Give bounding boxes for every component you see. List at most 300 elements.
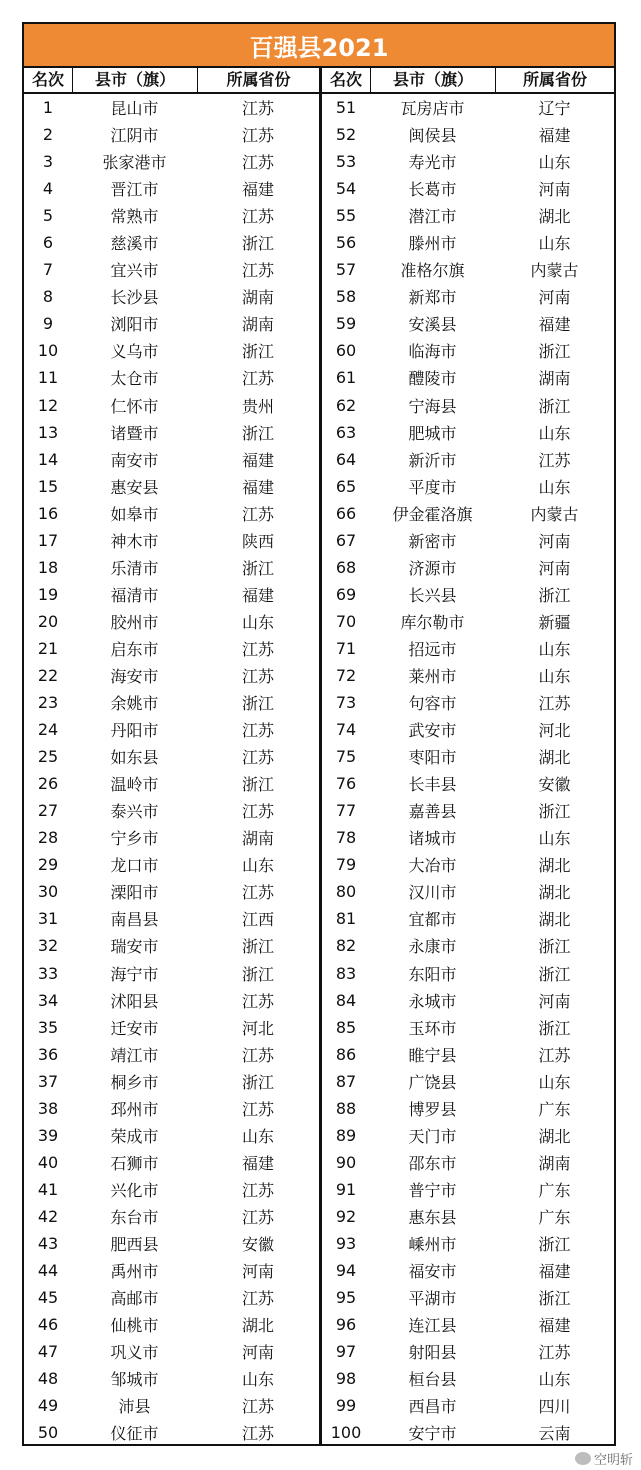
rank-cell: 96 xyxy=(335,1315,357,1335)
wechat-icon xyxy=(575,1452,591,1465)
table-row xyxy=(24,932,319,959)
province-cell: 陕西 xyxy=(241,531,274,551)
rank-cell: 73 xyxy=(335,693,357,713)
table-row xyxy=(322,121,614,148)
table-row xyxy=(24,500,319,527)
rank-cell: 30 xyxy=(37,882,59,902)
table-row xyxy=(322,716,614,743)
province-cell: 湖北 xyxy=(241,1316,274,1336)
table-row xyxy=(322,419,614,446)
rank-cell: 15 xyxy=(37,476,59,496)
county-cell: 启东市 xyxy=(110,639,159,659)
table-row xyxy=(24,770,319,797)
county-cell: 天门市 xyxy=(408,1126,457,1146)
rank-cell: 2 xyxy=(42,125,54,145)
table-row xyxy=(24,1149,319,1176)
province-cell: 江苏 xyxy=(241,1099,274,1119)
county-cell: 西昌市 xyxy=(408,1397,457,1417)
province-cell: 江苏 xyxy=(241,802,274,822)
province-cell: 河南 xyxy=(538,180,571,200)
county-cell: 福清市 xyxy=(110,585,159,605)
rank-cell: 74 xyxy=(335,720,357,740)
rank-cell: 31 xyxy=(37,909,59,929)
table-row xyxy=(322,175,614,202)
province-cell: 浙江 xyxy=(241,423,274,443)
county-cell: 兴化市 xyxy=(110,1180,159,1200)
table-row xyxy=(24,1095,319,1122)
county-cell: 准格尔旗 xyxy=(400,261,465,281)
county-cell: 南安市 xyxy=(110,450,159,470)
province-cell: 山东 xyxy=(538,423,571,443)
province-cell: 江苏 xyxy=(241,504,274,524)
province-cell: 浙江 xyxy=(241,775,274,795)
county-cell: 枣阳市 xyxy=(408,748,457,768)
county-cell: 如皋市 xyxy=(110,504,159,524)
province-cell: 江苏 xyxy=(241,369,274,389)
province-cell: 浙江 xyxy=(538,802,571,822)
table-row xyxy=(24,743,319,770)
rank-cell: 4 xyxy=(42,179,54,199)
header-province: 所属省份 xyxy=(495,68,614,92)
county-cell: 嵊州市 xyxy=(408,1234,457,1254)
county-cell: 平度市 xyxy=(408,477,457,497)
province-cell: 山东 xyxy=(538,1072,571,1092)
table-row xyxy=(24,581,319,608)
province-cell: 福建 xyxy=(538,1316,571,1336)
province-cell: 云南 xyxy=(538,1424,571,1444)
rank-cell: 63 xyxy=(335,422,357,442)
table-columns xyxy=(24,68,614,1444)
province-cell: 福建 xyxy=(241,180,274,200)
county-cell: 海安市 xyxy=(110,667,159,686)
province-cell: 福建 xyxy=(538,1262,571,1282)
county-cell: 龙口市 xyxy=(110,856,159,876)
province-cell: 河南 xyxy=(241,1262,274,1282)
table-row xyxy=(322,1068,614,1095)
table-row xyxy=(322,1014,614,1041)
county-cell: 宜都市 xyxy=(408,910,457,930)
rank-cell: 49 xyxy=(37,1396,59,1416)
province-cell: 湖南 xyxy=(538,1153,571,1173)
table-row xyxy=(322,662,614,689)
county-cell: 安宁市 xyxy=(408,1424,457,1444)
rank-cell: 7 xyxy=(42,260,54,280)
province-cell: 浙江 xyxy=(538,342,571,362)
rank-cell: 84 xyxy=(335,990,357,1010)
table-row xyxy=(322,987,614,1014)
county-cell: 浏阳市 xyxy=(110,315,159,335)
table-row xyxy=(24,1014,319,1041)
rank-cell: 59 xyxy=(335,314,357,334)
county-cell: 招远市 xyxy=(408,639,457,659)
county-cell: 连江县 xyxy=(408,1316,457,1336)
province-cell: 江苏 xyxy=(241,991,274,1011)
rank-cell: 38 xyxy=(37,1098,59,1118)
county-cell: 伊金霍洛旗 xyxy=(392,504,473,524)
county-cell: 广饶县 xyxy=(408,1072,457,1092)
table-row xyxy=(24,446,319,473)
province-cell: 广东 xyxy=(538,1207,571,1227)
rank-cell: 47 xyxy=(37,1342,59,1362)
table-row xyxy=(24,554,319,581)
county-cell: 嘉善县 xyxy=(408,802,457,822)
rank-cell: 72 xyxy=(335,666,357,685)
province-cell: 湖北 xyxy=(538,883,571,903)
table-row xyxy=(24,960,319,987)
rank-cell: 61 xyxy=(335,368,357,388)
table-row xyxy=(24,1176,319,1203)
county-cell: 张家港市 xyxy=(102,153,167,173)
county-cell: 平湖市 xyxy=(408,1289,457,1309)
province-cell: 江苏 xyxy=(241,883,274,903)
province-cell: 浙江 xyxy=(241,964,274,984)
table-row xyxy=(24,1311,319,1338)
table-row xyxy=(322,824,614,851)
province-cell: 江苏 xyxy=(241,1045,274,1065)
county-cell: 玉环市 xyxy=(408,1018,457,1038)
province-cell: 河北 xyxy=(241,1018,274,1038)
county-cell: 库尔勒市 xyxy=(400,612,465,632)
province-cell: 广东 xyxy=(538,1180,571,1200)
table-row xyxy=(322,446,614,473)
rank-cell: 70 xyxy=(335,611,357,631)
county-cell: 乐清市 xyxy=(110,558,159,578)
province-cell: 福建 xyxy=(538,315,571,335)
rank-cell: 80 xyxy=(335,882,357,902)
table-row xyxy=(322,392,614,419)
county-cell: 肥西县 xyxy=(110,1234,159,1254)
rank-cell: 55 xyxy=(335,206,357,226)
rank-cell: 76 xyxy=(335,774,357,794)
table-row xyxy=(24,905,319,932)
rank-cell: 5 xyxy=(42,206,54,226)
county-cell: 常熟市 xyxy=(110,207,159,227)
rank-cell: 39 xyxy=(37,1125,59,1145)
province-cell: 山东 xyxy=(241,612,274,632)
rank-cell: 6 xyxy=(42,233,54,253)
rank-cell: 22 xyxy=(37,666,59,685)
province-cell: 江苏 xyxy=(241,748,274,768)
county-cell: 东阳市 xyxy=(408,964,457,984)
rank-cell: 16 xyxy=(37,503,59,523)
rank-cell: 94 xyxy=(335,1261,357,1281)
rank-cell: 26 xyxy=(37,774,59,794)
table-row xyxy=(322,256,614,283)
province-cell: 山东 xyxy=(241,856,274,876)
county-cell: 惠安县 xyxy=(110,477,159,497)
province-cell: 山东 xyxy=(538,477,571,497)
table-row xyxy=(24,1230,319,1257)
county-cell: 海宁市 xyxy=(110,964,159,984)
table-row xyxy=(24,392,319,419)
county-cell: 莱州市 xyxy=(408,667,457,686)
table-row xyxy=(322,851,614,878)
table-row xyxy=(24,1419,319,1446)
rank-cell: 62 xyxy=(335,395,357,415)
table-row xyxy=(322,1284,614,1311)
rank-cell: 12 xyxy=(37,395,59,415)
province-cell: 新疆 xyxy=(538,612,571,632)
table-row xyxy=(322,1365,614,1392)
rank-cell: 27 xyxy=(37,801,59,821)
header-row-left xyxy=(24,68,319,94)
county-cell: 武安市 xyxy=(408,721,457,741)
rank-cell: 75 xyxy=(335,747,357,767)
county-cell: 新沂市 xyxy=(408,450,457,470)
watermark xyxy=(575,1449,633,1468)
province-cell: 浙江 xyxy=(241,694,274,714)
table-row xyxy=(322,148,614,175)
province-cell: 江苏 xyxy=(241,1397,274,1417)
province-cell: 江苏 xyxy=(241,126,274,146)
province-cell: 浙江 xyxy=(538,396,571,416)
ranking-table xyxy=(22,22,616,1446)
county-cell: 宜兴市 xyxy=(110,261,159,281)
county-cell: 福安市 xyxy=(408,1262,457,1282)
table-row xyxy=(322,1203,614,1230)
county-cell: 仙桃市 xyxy=(110,1316,159,1336)
rank-cell: 90 xyxy=(335,1152,357,1172)
table-row xyxy=(24,229,319,256)
rank-cell: 82 xyxy=(335,936,357,956)
province-cell: 江苏 xyxy=(538,694,571,714)
table-row xyxy=(322,500,614,527)
province-cell: 湖南 xyxy=(241,288,274,308)
province-cell: 河北 xyxy=(538,721,571,741)
rank-cell: 1 xyxy=(42,98,54,118)
table-row xyxy=(322,310,614,337)
county-cell: 慈溪市 xyxy=(110,234,159,254)
rank-cell: 60 xyxy=(335,341,357,361)
county-cell: 大冶市 xyxy=(408,856,457,876)
header-row-right xyxy=(322,68,614,94)
header-county: 县市（旗） xyxy=(370,68,495,92)
province-cell: 江西 xyxy=(241,910,274,930)
rank-cell: 43 xyxy=(37,1233,59,1253)
rank-cell: 92 xyxy=(335,1206,357,1226)
rank-cell: 97 xyxy=(335,1342,357,1362)
table-row xyxy=(24,689,319,716)
rank-cell: 32 xyxy=(37,936,59,956)
province-cell: 山东 xyxy=(538,153,571,173)
county-cell: 永城市 xyxy=(408,991,457,1011)
table-row xyxy=(24,1068,319,1095)
table-row xyxy=(322,1311,614,1338)
rank-cell: 54 xyxy=(335,179,357,199)
province-cell: 内蒙古 xyxy=(530,504,579,524)
province-cell: 山东 xyxy=(538,639,571,659)
province-cell: 浙江 xyxy=(538,1234,571,1254)
county-cell: 射阳县 xyxy=(408,1343,457,1363)
table-row xyxy=(322,202,614,229)
table-row xyxy=(24,1122,319,1149)
rank-cell: 14 xyxy=(37,449,59,469)
rank-cell: 21 xyxy=(37,638,59,658)
province-cell: 辽宁 xyxy=(538,99,571,119)
table-row xyxy=(24,202,319,229)
table-row xyxy=(24,337,319,364)
county-cell: 巩义市 xyxy=(110,1343,159,1363)
county-cell: 昆山市 xyxy=(110,99,159,119)
table-row xyxy=(24,851,319,878)
county-cell: 胶州市 xyxy=(110,612,159,632)
province-cell: 浙江 xyxy=(538,1018,571,1038)
table-row xyxy=(322,337,614,364)
rank-cell: 11 xyxy=(37,368,59,388)
rank-cell: 10 xyxy=(37,341,59,361)
table-row xyxy=(24,94,319,121)
province-cell: 广东 xyxy=(538,1099,571,1119)
province-cell: 湖北 xyxy=(538,1126,571,1146)
province-cell: 江苏 xyxy=(241,1289,274,1309)
province-cell: 湖北 xyxy=(538,748,571,768)
table-row xyxy=(322,878,614,905)
rank-cell: 33 xyxy=(37,963,59,983)
province-cell: 江苏 xyxy=(241,99,274,119)
rank-cell: 3 xyxy=(42,152,54,172)
table-row xyxy=(24,148,319,175)
table-row xyxy=(322,743,614,770)
table-row xyxy=(322,635,614,662)
table-row xyxy=(24,1041,319,1068)
table-row xyxy=(24,824,319,851)
county-cell: 仪征市 xyxy=(110,1424,159,1444)
county-cell: 神木市 xyxy=(110,531,159,551)
county-cell: 惠东县 xyxy=(408,1207,457,1227)
table-title: 百强县2021 xyxy=(24,24,614,68)
county-cell: 温岭市 xyxy=(110,775,159,795)
header-county: 县市（旗） xyxy=(72,68,197,92)
rows-left xyxy=(24,94,319,1446)
header-rank: 名次 xyxy=(329,70,362,89)
rank-cell: 56 xyxy=(335,233,357,253)
province-cell: 江苏 xyxy=(538,1343,571,1363)
table-row xyxy=(24,419,319,446)
table-row xyxy=(24,1365,319,1392)
province-cell: 福建 xyxy=(241,585,274,605)
province-cell: 山东 xyxy=(538,234,571,254)
province-cell: 山东 xyxy=(241,1370,274,1390)
rows-right xyxy=(322,94,614,1446)
county-cell: 普宁市 xyxy=(408,1180,457,1200)
rank-cell: 79 xyxy=(335,855,357,875)
county-cell: 石狮市 xyxy=(110,1153,159,1173)
rank-cell: 93 xyxy=(335,1233,357,1253)
county-cell: 长兴县 xyxy=(408,585,457,605)
table-row xyxy=(24,797,319,824)
table-row xyxy=(322,283,614,310)
county-cell: 新密市 xyxy=(408,531,457,551)
county-cell: 高邮市 xyxy=(110,1289,159,1309)
province-cell: 四川 xyxy=(538,1397,571,1417)
county-cell: 济源市 xyxy=(408,558,457,578)
province-cell: 江苏 xyxy=(241,1180,274,1200)
county-cell: 宁海县 xyxy=(408,396,457,416)
county-cell: 沛县 xyxy=(118,1397,151,1417)
rank-cell: 8 xyxy=(42,287,54,307)
rank-cell: 88 xyxy=(335,1098,357,1118)
province-cell: 安徽 xyxy=(241,1234,274,1254)
rank-cell: 87 xyxy=(335,1071,357,1091)
county-cell: 邹城市 xyxy=(110,1370,159,1390)
province-cell: 浙江 xyxy=(538,937,571,957)
county-cell: 桓台县 xyxy=(408,1370,457,1390)
right-half xyxy=(319,68,614,1444)
rank-cell: 23 xyxy=(37,693,59,713)
province-cell: 江苏 xyxy=(241,639,274,659)
province-cell: 江苏 xyxy=(241,667,274,686)
province-cell: 河南 xyxy=(538,288,571,308)
rank-cell: 77 xyxy=(335,801,357,821)
rank-cell: 81 xyxy=(335,909,357,929)
province-cell: 江苏 xyxy=(241,1424,274,1444)
county-cell: 瑞安市 xyxy=(110,937,159,957)
rank-cell: 24 xyxy=(37,720,59,740)
table-row xyxy=(24,987,319,1014)
county-cell: 永康市 xyxy=(408,937,457,957)
table-row xyxy=(322,1392,614,1419)
rank-cell: 25 xyxy=(37,747,59,767)
rank-cell: 44 xyxy=(37,1261,59,1281)
province-cell: 湖南 xyxy=(538,369,571,389)
rank-cell: 69 xyxy=(335,584,357,604)
county-cell: 南昌县 xyxy=(110,910,159,930)
rank-cell: 78 xyxy=(335,828,357,848)
table-row xyxy=(322,473,614,500)
province-cell: 山东 xyxy=(538,1370,571,1390)
province-cell: 浙江 xyxy=(241,937,274,957)
table-row xyxy=(24,256,319,283)
county-cell: 余姚市 xyxy=(110,694,159,714)
rank-cell: 50 xyxy=(37,1423,59,1443)
county-cell: 沭阳县 xyxy=(110,991,159,1011)
province-cell: 福建 xyxy=(538,126,571,146)
rank-cell: 98 xyxy=(335,1369,357,1389)
province-cell: 湖北 xyxy=(538,856,571,876)
table-row xyxy=(322,229,614,256)
province-cell: 福建 xyxy=(241,1153,274,1173)
county-cell: 滕州市 xyxy=(408,234,457,254)
county-cell: 寿光市 xyxy=(408,153,457,173)
table-row xyxy=(24,175,319,202)
rank-cell: 83 xyxy=(335,963,357,983)
rank-cell: 89 xyxy=(335,1125,357,1145)
rank-cell: 37 xyxy=(37,1071,59,1091)
left-half xyxy=(24,68,319,1444)
county-cell: 荣成市 xyxy=(110,1126,159,1146)
table-row xyxy=(322,364,614,391)
rank-cell: 19 xyxy=(37,584,59,604)
rank-cell: 48 xyxy=(37,1369,59,1389)
table-row xyxy=(322,1338,614,1365)
rank-cell: 91 xyxy=(335,1179,357,1199)
county-cell: 邵东市 xyxy=(408,1153,457,1173)
table-row xyxy=(24,1392,319,1419)
rank-cell: 99 xyxy=(335,1396,357,1416)
county-cell: 潜江市 xyxy=(408,207,457,227)
county-cell: 长沙县 xyxy=(110,288,159,308)
province-cell: 内蒙古 xyxy=(530,261,579,281)
county-cell: 汉川市 xyxy=(408,883,457,903)
county-cell: 桐乡市 xyxy=(110,1072,159,1092)
rank-cell: 46 xyxy=(37,1315,59,1335)
table-row xyxy=(24,1284,319,1311)
county-cell: 丹阳市 xyxy=(110,721,159,741)
table-row xyxy=(24,364,319,391)
province-cell: 安徽 xyxy=(538,775,571,795)
county-cell: 禹州市 xyxy=(110,1262,159,1282)
county-cell: 瓦房店市 xyxy=(400,99,465,119)
